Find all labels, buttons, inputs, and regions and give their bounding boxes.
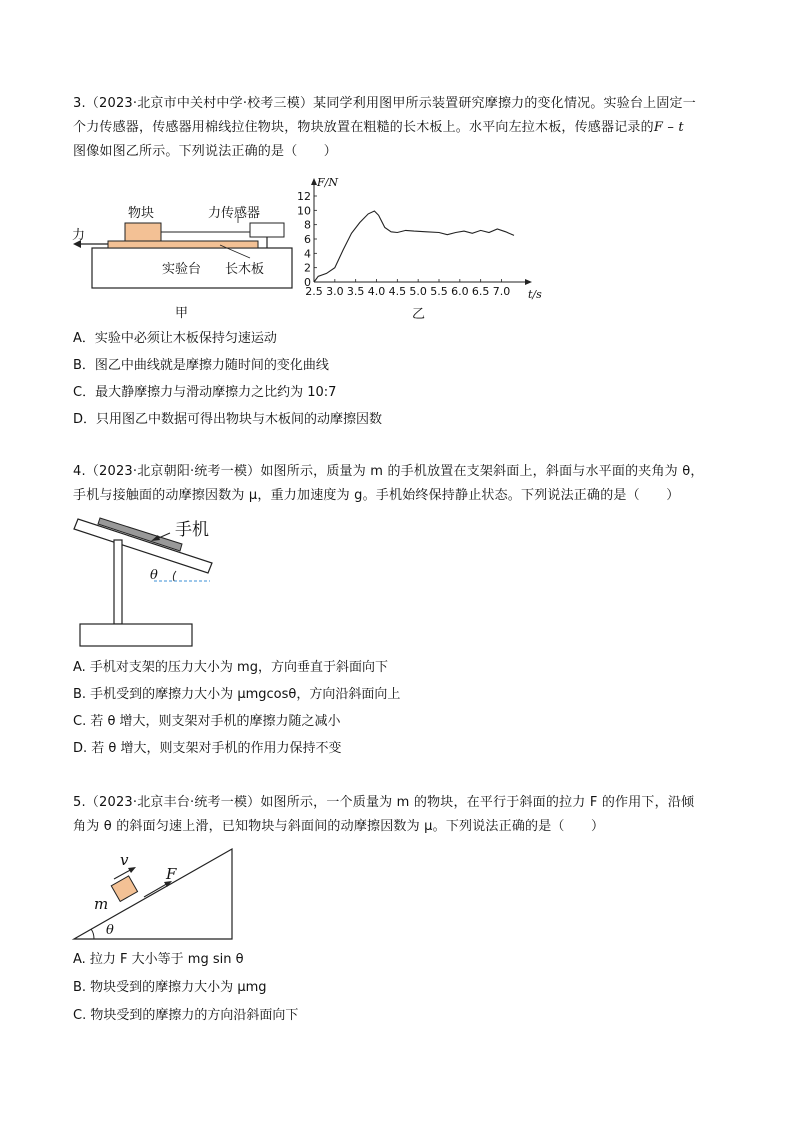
stand-base <box>80 624 192 646</box>
label-theta: θ <box>150 568 158 583</box>
question-5-stem-line-1: 5.（2023·北京丰台·统考一模）如图所示，一个质量为 m 的物块，在平行于斜面的拉力 F 的作用下，沿倾 <box>73 795 695 810</box>
q3-option-b[interactable]: B．图乙中曲线就是摩擦力随时间的变化曲线 <box>73 358 329 373</box>
question-4-stem-line-2: 手机与接触面的动摩擦因数为 μ，重力加速度为 g。手机始终保持静止状态。下列说法正确的是（ ） <box>73 488 680 503</box>
x-tick-label: 3.5 <box>346 285 365 298</box>
q4-option-b[interactable]: B. 手机受到的摩擦力大小为 μmgcosθ，方向沿斜面向上 <box>73 687 401 702</box>
label-board: 长木板 <box>225 262 265 277</box>
label-m: m <box>94 895 109 913</box>
figure-incline <box>72 845 242 945</box>
question-3-stem-line-2-text: 个力传感器，传感器用棉线拉住物块，物块放置在粗糙的长木板上。水平向左拉木板，传感器记录的 <box>73 120 654 135</box>
q5-option-b[interactable]: B. 物块受到的摩擦力大小为 μmg <box>73 980 267 995</box>
question-3 <box>73 92 725 164</box>
figure-phone-stand <box>72 515 242 655</box>
x-axis-arrow <box>525 279 532 285</box>
y-tick-label: 8 <box>304 218 311 232</box>
force-sensor <box>250 223 284 237</box>
label-v: v <box>120 851 129 869</box>
y-tick-label: 6 <box>304 233 311 246</box>
x-tick-label: 7.0 <box>492 285 511 298</box>
question-3-stem-line-3: 图像如图乙所示。下列说法正确的是（ ） <box>73 144 338 159</box>
x-tick-label: 6.5 <box>471 285 490 298</box>
long-board <box>108 241 258 248</box>
q3-option-a[interactable]: A．实验中必须让木板保持匀速运动 <box>73 331 277 346</box>
x-tick-label: 2.5 <box>305 285 323 298</box>
label-phone: 手机 <box>175 520 209 540</box>
y-tick-label: 2 <box>304 261 311 275</box>
x-tick-label: 4.0 <box>367 285 386 298</box>
caption-yi: 乙 <box>412 307 426 322</box>
y-axis-label: F/N <box>317 176 338 189</box>
question-5-stem-line-2: 角为 θ 的斜面匀速上滑，已知物块与斜面间的动摩擦因数为 μ。下列说法正确的是（ ） <box>73 819 605 834</box>
x-tick-label: 5.0 <box>409 285 427 298</box>
question-5 <box>73 791 725 839</box>
question-3-stem-ft: F – t <box>653 120 684 135</box>
velocity-arrowhead <box>128 867 136 873</box>
block-on-incline <box>111 876 137 902</box>
q5-option-c[interactable]: C. 物块受到的摩擦力的方向沿斜面向下 <box>73 1008 299 1023</box>
y-tick-label: 10 <box>297 204 311 218</box>
chart-f-t <box>297 172 550 322</box>
question-4 <box>73 460 725 508</box>
q5-option-a[interactable]: A. 拉力 F 大小等于 mg sin θ <box>73 952 244 967</box>
label-block: 物块 <box>128 206 155 221</box>
x-tick-label: 5.5 <box>430 285 448 298</box>
incline <box>74 849 232 939</box>
x-tick-label: 3.0 <box>326 285 344 298</box>
series-line-f-t <box>314 211 514 282</box>
figure-apparatus <box>70 195 300 325</box>
label-theta: θ <box>106 923 114 938</box>
q4-option-d[interactable]: D. 若 θ 增大，则支架对手机的作用力保持不变 <box>73 741 342 756</box>
label-sensor: 力传感器 <box>208 206 261 221</box>
q4-option-a[interactable]: A. 手机对支架的压力大小为 mg，方向垂直于斜面向下 <box>73 660 388 675</box>
caption-jia: 甲 <box>175 306 189 321</box>
block <box>125 223 161 241</box>
x-tick-label: 6.0 <box>451 285 469 298</box>
y-tick-label: 0 <box>304 276 311 289</box>
stand-pole <box>114 540 122 624</box>
label-force: 力 <box>72 228 86 243</box>
x-tick-label: 4.5 <box>388 285 407 298</box>
angle-arc <box>173 571 176 581</box>
label-table: 实验台 <box>162 262 202 277</box>
q4-option-c[interactable]: C. 若 θ 增大，则支架对手机的摩擦力随之减小 <box>73 714 341 729</box>
q3-option-c[interactable]: C．最大静摩擦力与滑动摩擦力之比约为 10:7 <box>73 385 337 400</box>
question-4-stem-line-1: 4.（2023·北京朝阳·统考一模）如图所示，质量为 m 的手机放置在支架斜面上，斜面与水平面的夹角为 θ， <box>73 464 704 479</box>
question-3-stem-line-2 <box>73 116 725 140</box>
y-tick-label: 12 <box>297 190 311 203</box>
x-axis-label: t/s <box>528 288 542 301</box>
question-3-stem-line-1: 3.（2023·北京市中关村中学·校考三模）某同学利用图甲所示装置研究摩擦力的变化情况。实验台上固定一 <box>73 96 696 111</box>
y-tick-label: 4 <box>304 247 311 261</box>
label-f: F <box>166 865 177 883</box>
q3-option-d[interactable]: D．只用图乙中数据可得出物块与木板间的动摩擦因数 <box>73 412 383 427</box>
